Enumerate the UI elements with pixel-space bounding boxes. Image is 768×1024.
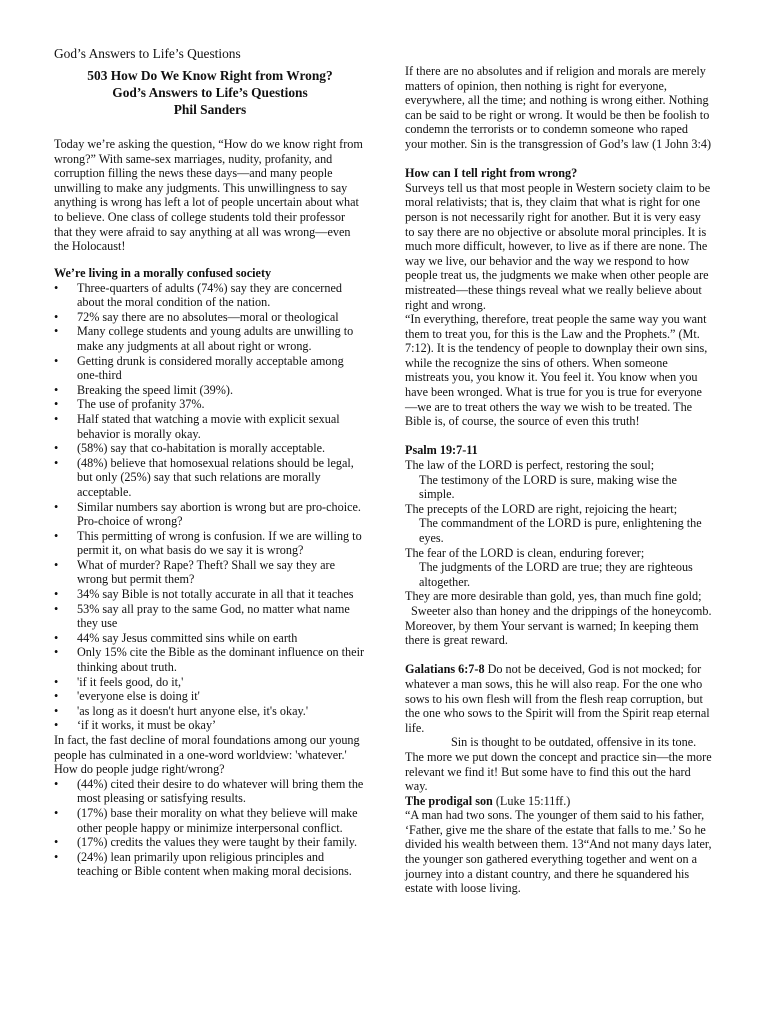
document-running-title: God’s Answers to Life’s Questions [54, 46, 241, 61]
intro-paragraph: Today we’re asking the question, “How do we know right from wrong?” With same-sex marriages, nudity, profanity, and corruption filling the news these days—and many people unwilling to make any judgments. This unwillingness to say anything is wrong has left a lot of people uncertain about what to believe. One class of college students told their professor that they were afraid to say anything at all was wrong—even the Holocaust! [54, 137, 363, 254]
absolutes-paragraph: If there are no absolutes and if religion and morals are merely matters of opinion, then nothing is right for everyone, everywhere, all the time; and nothing is wrong either. Nothing can be said to be right or wrong. It would be then be foolish to condemn the terrorists or to condemn someone who raped your mother. Sin is the transgression of God’s law (1 John 3:4) [405, 64, 712, 151]
list-item: • 53% say all pray to the same God, no matter what name they use [54, 602, 366, 631]
list-item: • (44%) cited their desire to do whatever will bring them the most pleasing or satisfying results. [54, 777, 366, 806]
list-item: • ‘if it works, it must be okay’ [54, 718, 366, 733]
psalm-line: Moreover, by them Your servant is warned; In keeping them there is great reward. [405, 618, 699, 648]
list-item: • Half stated that watching a movie with explicit sexual behavior is morally okay. [54, 412, 366, 441]
list-item: • What of murder? Rape? Theft? Shall we say they are wrong but permit them? [54, 558, 366, 587]
sin-text: Sin is thought to be outdated, offensive in its tone. The more we put down the concept and practice sin—the more relevant we find it! But some have to find this out the hard way. [405, 735, 712, 794]
prodigal-reference: (Luke 15:11ff.) [492, 793, 571, 808]
judge-bullet-list [54, 777, 366, 879]
list-item: • 44% say Jesus committed sins while on earth [54, 631, 366, 646]
galatians-reference: Galatians 6:7-8 [405, 662, 485, 677]
list-item: • Three-quarters of adults (74%) say they are concerned about the moral condition of the nation. [54, 281, 366, 310]
galatians-text: Do not be deceived, God is not mocked; for whatever a man sows, this he will also reap. For the one who sows to his own flesh will from the flesh reap corruption, but the one who sows to the Spirit will from the Spirit reap eternal life. [405, 662, 710, 735]
left-column-body [54, 266, 366, 879]
heading-line-1: 503 How Do We Know Right from Wrong? [87, 68, 333, 83]
author-name: Phil Sanders [173, 102, 247, 117]
heading-line-2: God’s Answers to Life’s Questions [112, 85, 308, 100]
psalm-heading: Psalm 19:7-11 [405, 443, 478, 458]
list-item: • (58%) say that co-habitation is morally acceptable. [54, 441, 366, 456]
golden-rule-paragraph: “In everything, therefore, treat people the same way you want them to treat you, for this is the Law and the Prophets.” (Mt. 7:12). It is the tendency of people to downplay their own sins, while the recognize the sins of others. When someone mistreats you, you know it. You feel it. You know when you have been wronged. What is true for you is true for everyone—we are to treat others the way we wish to be treated. The Bible is, of course, the source of even this truth! [405, 312, 708, 429]
right-column-body [405, 64, 713, 896]
list-item: • This permitting of wrong is confusion. If we are willing to permit it, on what basis do we say it is wrong? [54, 529, 366, 558]
list-item: • (24%) lean primarily upon religious principles and teaching or Bible content when making moral decisions. [54, 850, 366, 879]
list-item: • 'everyone else is doing it' [54, 689, 366, 704]
relativists-paragraph: Surveys tell us that most people in Western society claim to be moral relativists; that is, they claim that what is right for one person is not necessarily right for another. But it is very easy to say there are no objective or absolute moral principles. It is much more difficult, however, to live as if there are none. The way we live, our behavior and the way we respond to how people treat us, the judgments we make when other people are mistreated—these things reveal what we really believe about right and wrong. [405, 180, 711, 312]
psalm-line: The fear of the LORD is clean, enduring forever; [405, 545, 645, 560]
list-item: • 34% say Bible is not totally accurate in all that it teaches [54, 587, 366, 602]
list-item: • The use of profanity 37%. [54, 397, 366, 412]
psalm-line: The judgments of the LORD are true; they are righteous altogether. [419, 560, 693, 589]
psalm-line: The commandment of the LORD is pure, enlightening the eyes. [419, 516, 702, 545]
list-item: • (17%) base their morality on what they believe will make other people happy or minimize interpersonal conflict. [54, 806, 366, 835]
list-item: • (17%) credits the values they were taught by their family. [54, 835, 366, 850]
psalm-line: Sweeter also than honey and the drippings of the honeycomb. [411, 603, 712, 618]
sin-paragraph [405, 735, 713, 793]
confused-bullet-list [54, 281, 366, 733]
list-item: • 'if it feels good, do it,' [54, 675, 366, 690]
judge-question: How do people judge right/wrong? [54, 762, 225, 777]
list-item: • Many college students and young adults are unwilling to make any judgments at all about right or wrong. [54, 324, 366, 353]
prodigal-paragraph: “A man had two sons. The younger of them said to his father, ‘Father, give me the share of the estate that falls to me.’ So he divided his wealth between them. 13“And not many days later, the younger son gathered everything together and went on a journey into a distant country, and there he squandered his estate with loose living. [405, 808, 712, 896]
list-item: • Only 15% cite the Bible as the dominant influence on their thinking about truth. [54, 645, 366, 674]
list-item: • 72% say there are no absolutes—moral or theological [54, 310, 366, 325]
galatians-paragraph [405, 662, 713, 735]
prodigal-heading: The prodigal son [405, 793, 493, 808]
list-item: • Getting drunk is considered morally acceptable among one-third [54, 354, 366, 383]
psalm-line: The testimony of the LORD is sure, making wise the simple. [419, 472, 677, 502]
psalm-line: The precepts of the LORD are right, rejoicing the heart; [405, 501, 678, 516]
section-heading-confused: We’re living in a morally confused society [54, 266, 272, 280]
list-item: • 'as long as it doesn't hurt anyone else, it's okay.' [54, 704, 366, 719]
list-item: • Similar numbers say abortion is wrong but are pro-choice. Pro-choice of wrong? [54, 500, 366, 529]
prodigal-heading-line [405, 794, 713, 809]
psalm-line: The law of the LORD is perfect, restoring the soul; [405, 458, 655, 473]
list-item: • Breaking the speed limit (39%). [54, 383, 366, 398]
list-item: • (48%) believe that homosexual relations should be legal, but only (25%) say that such relations are morally acceptable. [54, 456, 366, 500]
section-heading-tell: How can I tell right from wrong? [405, 166, 578, 181]
worldview-paragraph: In fact, the fast decline of moral foundations among our young people has culminated in a one-word worldview: 'whatever.' [54, 733, 360, 762]
document-heading [54, 67, 366, 118]
psalm-line: They are more desirable than gold, yes, than much fine gold; [405, 589, 702, 604]
